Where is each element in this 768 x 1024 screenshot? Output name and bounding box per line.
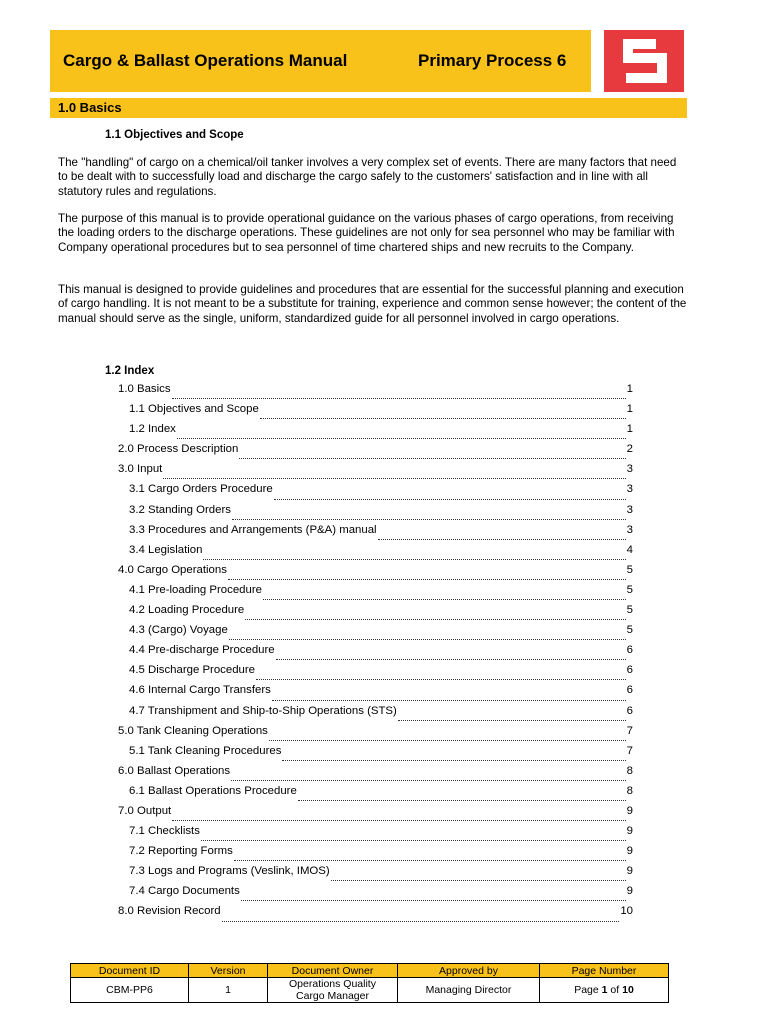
manual-title: Cargo & Ballast Operations Manual [63, 51, 348, 70]
toc-entry-label: 6.0 Ballast Operations [118, 764, 231, 777]
toc-leader-dots [229, 639, 626, 640]
toc-entry[interactable] [118, 524, 633, 544]
toc-entry[interactable] [118, 403, 633, 423]
toc-entry[interactable] [118, 584, 633, 604]
toc-entry-label: 3.1 Cargo Orders Procedure [129, 483, 273, 496]
toc-entry[interactable] [118, 845, 633, 865]
toc-entry-page: 3 [626, 463, 633, 476]
logo-mark-icon [604, 30, 684, 92]
toc-entry-page: 3 [626, 523, 633, 536]
toc-entry-label: 7.0 Output [118, 804, 172, 817]
toc-entry-label: 8.0 Revision Record [118, 905, 221, 918]
toc-entry-label: 1.0 Basics [118, 383, 171, 395]
toc-leader-dots [239, 458, 625, 459]
toc-entry-page: 5 [626, 604, 633, 617]
toc-entry-page: 6 [626, 664, 633, 677]
toc-leader-dots [331, 880, 626, 881]
document-owner-value [268, 978, 398, 1003]
toc-entry[interactable] [118, 885, 633, 905]
table-of-contents [118, 383, 633, 926]
toc-entry[interactable] [118, 483, 633, 503]
toc-entry-label: 7.1 Checklists [129, 825, 200, 838]
header-approved-by: Approved by [398, 964, 540, 978]
toc-leader-dots [163, 478, 625, 479]
toc-entry-label: 4.4 Pre-discharge Procedure [129, 644, 275, 657]
toc-entry[interactable] [118, 684, 633, 704]
toc-entry-page: 6 [626, 704, 633, 717]
toc-entry-page: 8 [626, 764, 633, 777]
toc-entry[interactable] [118, 825, 633, 845]
toc-leader-dots [298, 800, 626, 801]
toc-leader-dots [272, 700, 626, 701]
toc-entry-page: 9 [626, 825, 633, 838]
toc-entry-page: 6 [626, 644, 633, 657]
toc-entry-label: 4.7 Transhipment and Ship-to-Ship Operations (STS) [129, 704, 397, 717]
toc-entry-label: 7.3 Logs and Programs (Veslink, IMOS) [129, 865, 330, 878]
toc-entry-page: 9 [626, 845, 633, 858]
toc-leader-dots [263, 599, 626, 600]
header-bar [50, 30, 591, 92]
toc-entry-label: 3.2 Standing Orders [129, 503, 231, 516]
toc-leader-dots [222, 921, 620, 922]
toc-entry-label: 2.0 Process Description [118, 443, 239, 456]
toc-entry-page: 6 [626, 684, 633, 697]
toc-entry[interactable] [118, 705, 633, 725]
toc-leader-dots [201, 840, 626, 841]
toc-entry-label: 4.5 Discharge Procedure [129, 664, 255, 677]
toc-entry-label: 4.6 Internal Cargo Transfers [129, 684, 271, 697]
toc-entry-label: 3.0 Input [118, 463, 163, 476]
document-control-table [70, 963, 669, 1003]
toc-entry[interactable] [118, 624, 633, 644]
toc-entry[interactable] [118, 423, 633, 443]
toc-entry[interactable] [118, 865, 633, 885]
toc-entry-label: 5.1 Tank Cleaning Procedures [129, 744, 282, 757]
header-version: Version [189, 964, 268, 978]
toc-entry[interactable] [118, 604, 633, 624]
toc-leader-dots [282, 760, 625, 761]
page-current: 1 [601, 984, 608, 996]
toc-entry[interactable] [118, 463, 633, 483]
toc-entry[interactable] [118, 785, 633, 805]
toc-entry-page: 7 [626, 744, 633, 757]
toc-entry-page: 1 [626, 423, 633, 436]
section-title: 1.0 Basics [58, 100, 122, 115]
toc-entry[interactable] [118, 443, 633, 463]
toc-leader-dots [203, 559, 625, 560]
paragraph-3: This manual is designed to provide guidelines and procedures that are essential for the successful planning and execution of cargo handling. It is not meant to be a substitute for training, experience and common sense however; the content of the manual should serve as the single, uniform, standardized guide for all personnel involved in cargo operations. [58, 283, 687, 325]
toc-entry-page: 9 [626, 865, 633, 878]
toc-leader-dots [256, 679, 626, 680]
toc-leader-dots [172, 820, 625, 821]
toc-leader-dots [241, 900, 626, 901]
process-label: Primary Process 6 [418, 51, 567, 70]
index-heading: 1.2 Index [105, 365, 155, 377]
toc-entry[interactable] [118, 745, 633, 765]
toc-entry-page: 9 [626, 885, 633, 898]
toc-entry-page: 1 [626, 383, 633, 395]
toc-entry-label: 1.1 Objectives and Scope [129, 403, 259, 416]
footer-header-row [71, 964, 669, 978]
toc-leader-dots [245, 619, 625, 620]
company-logo [604, 30, 684, 92]
page-number-value [540, 978, 669, 1003]
toc-entry-page: 3 [626, 483, 633, 496]
toc-leader-dots [398, 720, 626, 721]
toc-entry-page: 2 [626, 443, 633, 456]
toc-entry-page: 5 [626, 624, 633, 637]
toc-entry-label: 3.4 Legislation [129, 543, 203, 556]
toc-entry[interactable] [118, 765, 633, 785]
page-prefix: Page [574, 984, 599, 996]
toc-leader-dots [378, 539, 626, 540]
toc-leader-dots [172, 398, 626, 399]
toc-leader-dots [274, 499, 626, 500]
toc-entry-label: 4.3 (Cargo) Voyage [129, 624, 228, 637]
paragraph-1: The "handling" of cargo on a chemical/oil tanker involves a very complex set of events. There are many factors that need to be dealt with to successfully load and discharge the cargo safely to the customers' satisfaction and in line with all statutory rules and regulations. [58, 156, 677, 198]
page-of: of [610, 984, 620, 996]
version-value: 1 [189, 978, 268, 1003]
toc-entry-page: 5 [626, 563, 633, 576]
toc-entry-label: 4.2 Loading Procedure [129, 604, 245, 617]
toc-entry[interactable] [118, 805, 633, 825]
toc-entry-label: 4.0 Cargo Operations [118, 563, 227, 576]
toc-entry-page: 9 [626, 804, 633, 817]
toc-entry-page: 5 [626, 583, 633, 596]
toc-entry-label: 7.4 Cargo Documents [129, 885, 240, 898]
approved-by-value: Managing Director [398, 978, 540, 1003]
toc-leader-dots [232, 519, 626, 520]
toc-entry[interactable] [118, 725, 633, 745]
toc-entry[interactable] [118, 664, 633, 684]
toc-leader-dots [177, 438, 626, 439]
footer-value-row [71, 978, 669, 1003]
section-bar [50, 98, 687, 118]
header-page-number: Page Number [540, 964, 669, 978]
toc-entry[interactable] [118, 544, 633, 564]
owner-line-2: Cargo Manager [296, 990, 369, 1002]
toc-leader-dots [228, 579, 626, 580]
toc-entry-label: 1.2 Index [129, 423, 176, 436]
toc-leader-dots [276, 659, 626, 660]
toc-entry[interactable] [118, 504, 633, 524]
toc-leader-dots [231, 780, 626, 781]
document-id-value: CBM-PP6 [71, 978, 189, 1003]
toc-leader-dots [234, 860, 626, 861]
toc-entry[interactable] [118, 564, 633, 584]
header-document-id: Document ID [71, 964, 189, 978]
toc-entry-label: 7.2 Reporting Forms [129, 845, 233, 858]
objectives-heading: 1.1 Objectives and Scope [105, 129, 244, 141]
toc-entry-page: 3 [626, 503, 633, 516]
owner-line-1: Operations Quality [289, 978, 376, 990]
toc-entry[interactable] [118, 383, 633, 403]
toc-entry-page: 7 [626, 724, 633, 737]
toc-entry-label: 6.1 Ballast Operations Procedure [129, 784, 297, 797]
toc-entry-page: 1 [626, 403, 633, 416]
toc-entry-page: 10 [620, 905, 633, 918]
header-document-owner: Document Owner [268, 964, 398, 978]
toc-entry-label: 4.1 Pre-loading Procedure [129, 583, 262, 596]
toc-entry-page: 8 [626, 784, 633, 797]
toc-entry-label: 3.3 Procedures and Arrangements (P&A) manual [129, 523, 377, 536]
toc-entry[interactable] [118, 905, 633, 925]
toc-entry[interactable] [118, 644, 633, 664]
toc-leader-dots [269, 740, 626, 741]
toc-leader-dots [260, 418, 626, 419]
page-total: 10 [622, 984, 634, 996]
toc-entry-page: 4 [626, 543, 633, 556]
toc-entry-label: 5.0 Tank Cleaning Operations [118, 724, 268, 737]
paragraph-2: The purpose of this manual is to provide operational guidance on the various phases of cargo operations, from receiving the loading orders to the discharge operations. These guidelines are not only for sea personnel who may be familiar with Company operational procedures but to sea personnel of time chartered ships and new recruits to the Company. [58, 212, 675, 254]
